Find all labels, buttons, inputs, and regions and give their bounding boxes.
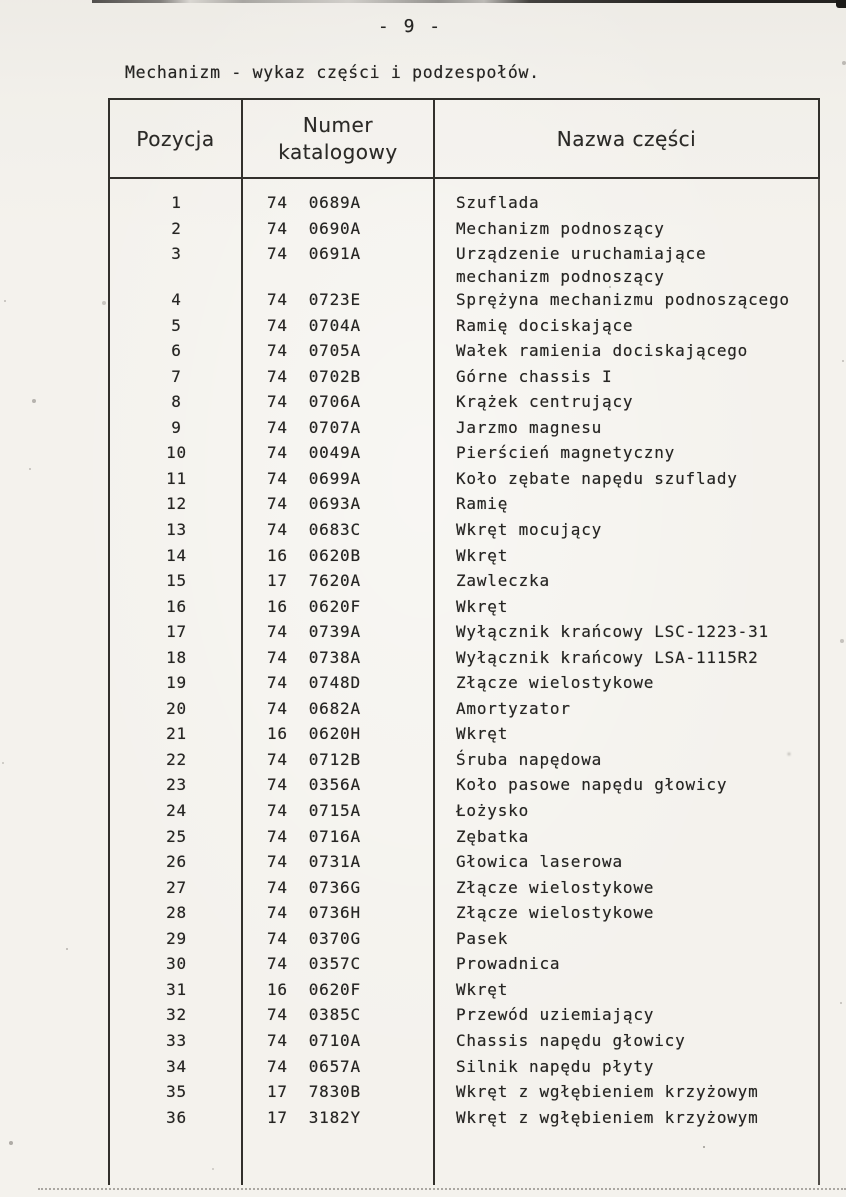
table-row [110, 492, 818, 518]
column-header-catalog-number-label: Numer katalogowy [278, 112, 398, 164]
cell-part-name: Wyłącznik krańcowy LSC-1223-31 [456, 622, 769, 642]
cell-position: 33 [166, 1030, 187, 1050]
cell-position: 30 [166, 954, 187, 974]
cell-catalog-number: 16 0620F [267, 979, 361, 999]
cell-part-name: Prowadnica [456, 954, 561, 974]
table-row [110, 1055, 818, 1081]
table-row [110, 697, 818, 723]
cell-catalog-number: 74 0736H [267, 903, 361, 923]
cell-catalog-number: 16 0620F [267, 596, 361, 616]
cell-position: 22 [166, 749, 187, 769]
cell-catalog-number: 74 0707A [267, 417, 361, 437]
cell-part-name: Urządzenie uruchamiające mechanizm podnoszący [456, 244, 707, 287]
cell-position: 24 [166, 801, 187, 821]
table-row [110, 646, 818, 672]
cell-position: 34 [166, 1056, 187, 1076]
cell-position: 17 [166, 622, 187, 642]
table-row [110, 1080, 818, 1106]
table-row [110, 927, 818, 953]
cell-position: 21 [166, 724, 187, 744]
cell-part-name: Wałek ramienia dociskającego [456, 341, 749, 361]
table-row [110, 217, 818, 243]
cell-part-name: Głowica laserowa [456, 852, 623, 872]
cell-part-name: Ramię dociskające [456, 315, 634, 335]
cell-catalog-number: 74 0738A [267, 647, 361, 667]
table-row [110, 518, 818, 544]
table-row [110, 952, 818, 978]
cell-part-name: Chassis napędu głowicy [456, 1030, 686, 1050]
cell-catalog-number: 74 0712B [267, 749, 361, 769]
cell-catalog-number: 74 0356A [267, 775, 361, 795]
cell-position: 32 [166, 1005, 187, 1025]
cell-catalog-number: 74 0704A [267, 315, 361, 335]
cell-catalog-number: 74 0682A [267, 698, 361, 718]
table-row [110, 416, 818, 442]
cell-catalog-number: 74 0702B [267, 366, 361, 386]
cell-position: 5 [171, 315, 182, 335]
cell-part-name: Zębatka [456, 826, 530, 846]
cell-catalog-number: 17 7620A [267, 571, 361, 591]
document-title: Mechanizm - wykaz części i podzespołów. [125, 63, 540, 82]
cell-position: 23 [166, 775, 187, 795]
cell-catalog-number: 74 0706A [267, 392, 361, 412]
cell-position: 15 [166, 571, 187, 591]
table-body [108, 179, 820, 1185]
table-row [110, 850, 818, 876]
cell-catalog-number: 74 0723E [267, 290, 361, 310]
cell-catalog-number: 74 0739A [267, 622, 361, 642]
table-row [110, 288, 818, 314]
cell-position: 11 [166, 468, 187, 488]
cell-part-name: Zawleczka [456, 571, 550, 591]
cell-position: 31 [166, 979, 187, 999]
cell-position: 16 [166, 596, 187, 616]
cell-catalog-number: 74 0748D [267, 673, 361, 693]
cell-part-name: Łożysko [456, 801, 530, 821]
cell-part-name: Ramię [456, 494, 509, 514]
table-row [110, 390, 818, 416]
cell-position: 3 [171, 244, 182, 264]
table-row [110, 773, 818, 799]
scan-artifact-bottom-edge [38, 1188, 846, 1190]
cell-catalog-number: 74 0689A [267, 193, 361, 212]
scan-artifact-corner-blob [836, 0, 846, 8]
cell-part-name: Przewód uziemiający [456, 1005, 655, 1025]
cell-position: 20 [166, 698, 187, 718]
cell-position: 18 [166, 647, 187, 667]
table-row [110, 722, 818, 748]
cell-part-name: Mechanizm podnoszący [456, 218, 665, 238]
cell-position: 14 [166, 545, 187, 565]
cell-catalog-number: 74 0710A [267, 1030, 361, 1050]
cell-catalog-number: 17 3182Y [267, 1107, 361, 1127]
table-row [110, 191, 818, 217]
cell-part-name: Silnik napędu płyty [456, 1056, 655, 1076]
cell-catalog-number: 74 0705A [267, 341, 361, 361]
cell-part-name: Jarzmo magnesu [456, 417, 603, 437]
table-row [110, 544, 818, 570]
cell-part-name: Koło zębate napędu szuflady [456, 468, 738, 488]
cell-position: 4 [171, 290, 182, 310]
cell-catalog-number: 74 0699A [267, 468, 361, 488]
table-row [110, 978, 818, 1004]
cell-position: 9 [171, 417, 182, 437]
cell-part-name: Śruba napędowa [456, 749, 603, 769]
cell-position: 35 [166, 1082, 187, 1102]
column-header-catalog-number [241, 100, 433, 177]
cell-catalog-number: 74 0716A [267, 826, 361, 846]
cell-part-name: Sprężyna mechanizmu podnoszącego [456, 290, 790, 310]
cell-catalog-number: 74 0683C [267, 520, 361, 540]
cell-part-name: Krążek centrujący [456, 392, 634, 412]
cell-position: 27 [166, 877, 187, 897]
cell-part-name: Wkręt [456, 724, 509, 744]
table-row [110, 595, 818, 621]
cell-catalog-number: 74 0693A [267, 494, 361, 514]
cell-position: 25 [166, 826, 187, 846]
cell-part-name: Wkręt [456, 545, 509, 565]
table-row [110, 876, 818, 902]
table-row [110, 1029, 818, 1055]
table-row [110, 901, 818, 927]
cell-position: 7 [171, 366, 182, 386]
parts-table [108, 98, 820, 1185]
cell-part-name: Złącze wielostykowe [456, 673, 655, 693]
table-row [110, 671, 818, 697]
table-row [110, 569, 818, 595]
cell-position: 19 [166, 673, 187, 693]
cell-part-name: Górne chassis I [456, 366, 613, 386]
cell-position: 28 [166, 903, 187, 923]
cell-position: 8 [171, 392, 182, 412]
table-header-row [108, 98, 820, 179]
table-row [110, 365, 818, 391]
cell-part-name: Złącze wielostykowe [456, 903, 655, 923]
cell-part-name: Wkręt [456, 596, 509, 616]
table-row [110, 1106, 818, 1132]
cell-part-name: Amortyzator [456, 698, 571, 718]
cell-position: 13 [166, 520, 187, 540]
cell-catalog-number: 74 0736G [267, 877, 361, 897]
cell-part-name: Wkręt mocujący [456, 520, 603, 540]
cell-catalog-number: 74 0049A [267, 443, 361, 463]
table-row [110, 1003, 818, 1029]
cell-catalog-number: 16 0620H [267, 724, 361, 744]
column-header-part-name: Nazwa części [433, 100, 818, 177]
cell-part-name: Szuflada [456, 193, 540, 212]
cell-part-name: Koło pasowe napędu głowicy [456, 775, 728, 795]
cell-position: 12 [166, 494, 187, 514]
cell-position: 2 [171, 218, 182, 238]
cell-part-name: Złącze wielostykowe [456, 877, 655, 897]
table-row [110, 339, 818, 365]
cell-catalog-number: 74 0357C [267, 954, 361, 974]
cell-part-name: Wyłącznik krańcowy LSA-1115R2 [456, 647, 759, 667]
table-row [110, 748, 818, 774]
cell-catalog-number: 74 0715A [267, 801, 361, 821]
table-row [110, 620, 818, 646]
table-row [110, 825, 818, 851]
cell-catalog-number: 16 0620B [267, 545, 361, 565]
cell-position: 1 [171, 193, 182, 212]
cell-catalog-number: 17 7830B [267, 1082, 361, 1102]
table-rows [110, 191, 818, 1131]
cell-position: 29 [166, 928, 187, 948]
cell-part-name: Wkręt [456, 979, 509, 999]
cell-catalog-number: 74 0731A [267, 852, 361, 872]
cell-part-name: Pierścień magnetyczny [456, 443, 676, 463]
cell-catalog-number: 74 0370G [267, 928, 361, 948]
cell-catalog-number: 74 0657A [267, 1056, 361, 1076]
cell-part-name: Wkręt z wgłębieniem krzyżowym [456, 1082, 759, 1102]
cell-position: 26 [166, 852, 187, 872]
cell-position: 36 [166, 1107, 187, 1127]
cell-catalog-number: 74 0385C [267, 1005, 361, 1025]
table-row [110, 242, 818, 288]
page-number: - 9 - [377, 16, 443, 37]
table-row [110, 799, 818, 825]
table-row [110, 441, 818, 467]
cell-part-name: Pasek [456, 928, 509, 948]
column-header-position: Pozycja [136, 126, 215, 151]
table-row [110, 467, 818, 493]
scan-artifact-top-edge [92, 0, 846, 3]
cell-catalog-number: 74 0690A [267, 218, 361, 238]
scan-artifact-specks [0, 0, 2, 2]
table-row [110, 314, 818, 340]
cell-catalog-number: 74 0691A [267, 244, 361, 264]
cell-position: 10 [166, 443, 187, 463]
cell-part-name: Wkręt z wgłębieniem krzyżowym [456, 1107, 759, 1127]
cell-position: 6 [171, 341, 182, 361]
